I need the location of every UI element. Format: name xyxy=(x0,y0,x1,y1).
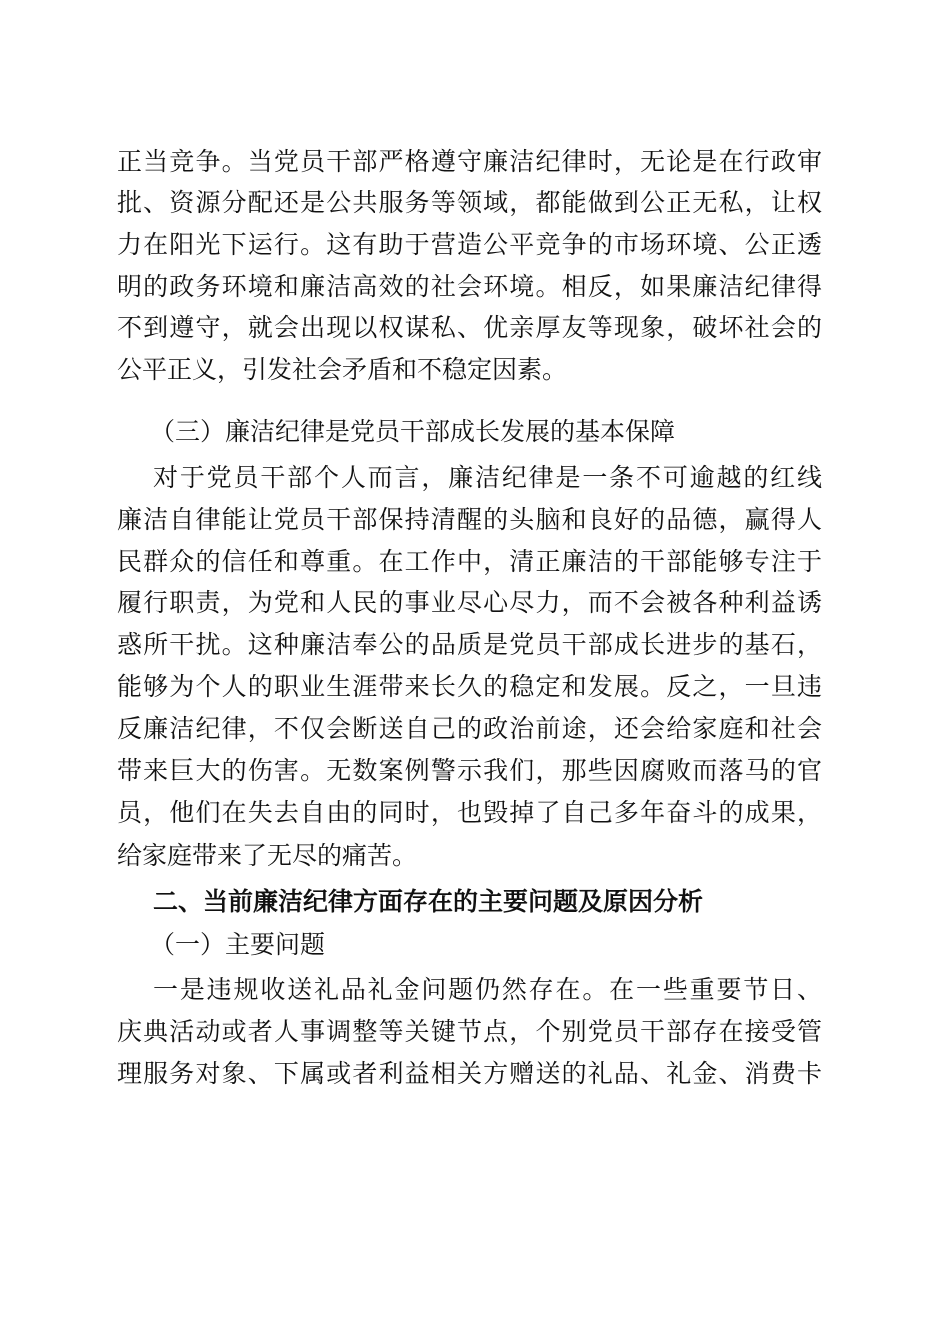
chapter-heading: 二、当前廉洁纪律方面存在的主要问题及原因分析 xyxy=(153,887,704,916)
text-line: 庆典活动或者人事调整等关键节点，个别党员干部存在接受管 xyxy=(117,1017,822,1046)
text-line: 正当竞争。当党员干部严格遵守廉洁纪律时，无论是在行政审 xyxy=(117,147,822,176)
section-heading: （三）廉洁纪律是党员干部成长发展的基本保障 xyxy=(150,417,676,446)
text-line: 理服务对象、下属或者利益相关方赠送的礼品、礼金、消费卡 xyxy=(117,1059,822,1088)
text-line: 公平正义，引发社会矛盾和不稳定因素。 xyxy=(117,355,568,384)
text-line: 反廉洁纪律，不仅会断送自己的政治前途，还会给家庭和社会 xyxy=(117,714,822,743)
text-line: 员，他们在失去自由的同时，也毁掉了自己多年奋斗的成果， xyxy=(117,798,822,827)
text-line: 能够为个人的职业生涯带来长久的稳定和发展。反之，一旦违 xyxy=(117,672,822,701)
text-line: 惑所干扰。这种廉洁奉公的品质是党员干部成长进步的基石， xyxy=(117,630,822,659)
text-line: 履行职责，为党和人民的事业尽心尽力，而不会被各种利益诱 xyxy=(117,588,822,617)
text-line: 廉洁自律能让党员干部保持清醒的头脑和良好的品德，赢得人 xyxy=(117,505,822,534)
text-line: 民群众的信任和尊重。在工作中，清正廉洁的干部能够专注于 xyxy=(117,547,822,576)
text-line: 一是违规收送礼品礼金问题仍然存在。在一些重要节日、 xyxy=(153,975,822,1004)
text-line: 不到遵守，就会出现以权谋私、优亲厚友等现象，破坏社会的 xyxy=(117,313,822,342)
section-heading: （一）主要问题 xyxy=(150,930,326,959)
text-line: 明的政务环境和廉洁高效的社会环境。相反，如果廉洁纪律得 xyxy=(117,272,822,301)
text-line: 给家庭带来了无尽的痛苦。 xyxy=(117,841,418,870)
text-line: 力在阳光下运行。这有助于营造公平竞争的市场环境、公正透 xyxy=(117,230,822,259)
text-line: 批、资源分配还是公共服务等领域，都能做到公正无私，让权 xyxy=(117,188,822,217)
text-line: 带来巨大的伤害。无数案例警示我们，那些因腐败而落马的官 xyxy=(117,756,822,785)
text-line: 对于党员干部个人而言，廉洁纪律是一条不可逾越的红线 xyxy=(153,463,822,492)
